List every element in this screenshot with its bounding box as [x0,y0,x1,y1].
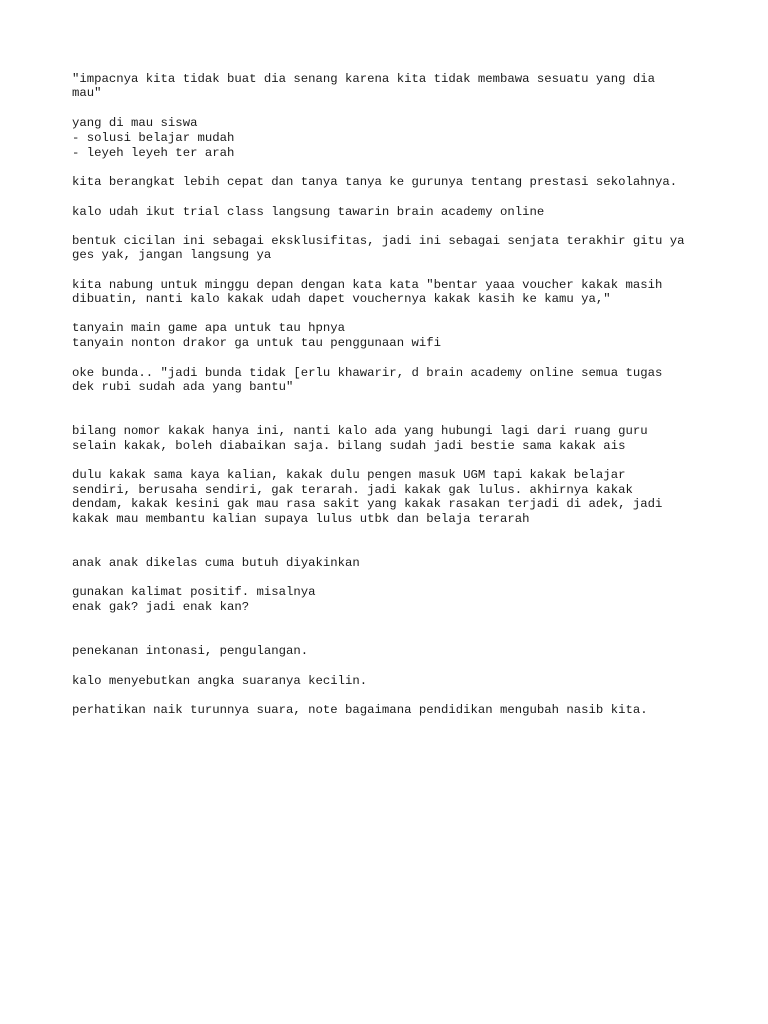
text-line: tanyain main game apa untuk tau hpnya [72,321,346,335]
text-line: dek rubi sudah ada yang bantu" [72,380,294,394]
text-line: - leyeh leyeh ter arah [72,146,235,160]
text-line: enak gak? jadi enak kan? [72,600,250,614]
text-line: kita berangkat lebih cepat dan tanya tanya ke gurunya tentang prestasi sekolahnya. [72,175,678,189]
text-line: sendiri, berusaha sendiri, gak terarah. jadi kakak gak lulus. akhirnya kakak [72,483,633,497]
text-line: kita nabung untuk minggu depan dengan kata kata "bentar yaaa voucher kakak masih [72,278,663,292]
text-line: kakak mau membantu kalian supaya lulus utbk dan belaja terarah [72,512,530,526]
text-line: perhatikan naik turunnya suara, note bagaimana pendidikan mengubah nasib kita. [72,703,648,717]
text-line: dibuatin, nanti kalo kakak udah dapet vouchernya kakak kasih ke kamu ya," [72,292,611,306]
text-line: bilang nomor kakak hanya ini, nanti kalo ada yang hubungi lagi dari ruang guru [72,424,648,438]
text-line: kalo menyebutkan angka suaranya kecilin. [72,674,368,688]
text-line: penekanan intonasi, pengulangan. [72,644,309,658]
text-line: - solusi belajar mudah [72,131,235,145]
text-line: tanyain nonton drakor ga untuk tau penggunaan wifi [72,336,441,350]
text-line: gunakan kalimat positif. misalnya [72,585,316,599]
text-line: dendam, kakak kesini gak mau rasa sakit yang kakak rasakan terjadi di adek, jadi [72,497,663,511]
text-line: mau" [72,86,102,100]
text-line: yang di mau siswa [72,116,198,130]
text-line: oke bunda.. "jadi bunda tidak [erlu khawarir, d brain academy online semua tugas [72,366,663,380]
text-line: kalo udah ikut trial class langsung tawarin brain academy online [72,205,545,219]
text-line: ges yak, jangan langsung ya [72,248,272,262]
text-line: anak anak dikelas cuma butuh diyakinkan [72,556,360,570]
text-line: bentuk cicilan ini sebagai eksklusifitas, jadi ini sebagai senjata terakhir gitu ya [72,234,685,248]
text-line: selain kakak, boleh diabaikan saja. bilang sudah jadi bestie sama kakak ais [72,439,626,453]
text-line: "impacnya kita tidak buat dia senang karena kita tidak membawa sesuatu yang dia [72,72,655,86]
text-line: dulu kakak sama kaya kalian, kakak dulu pengen masuk UGM tapi kakak belajar [72,468,626,482]
